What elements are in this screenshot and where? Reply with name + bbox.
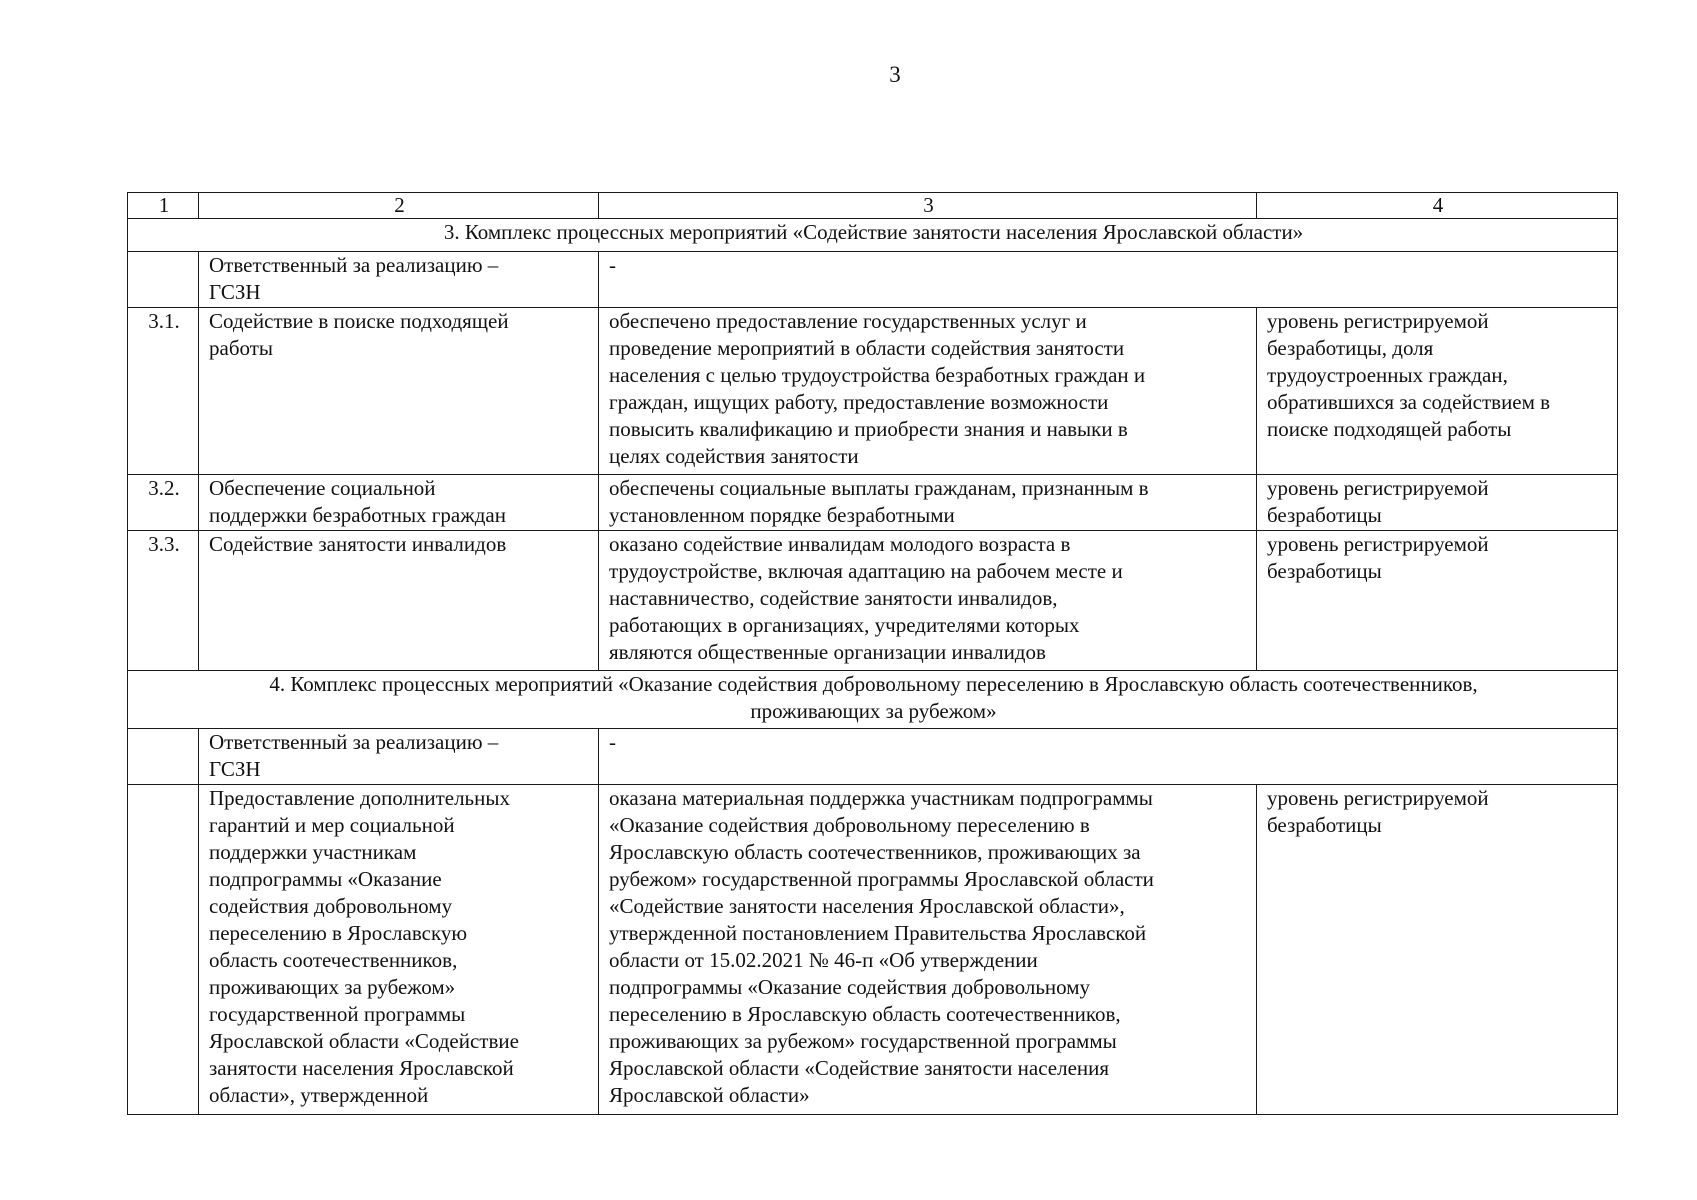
table-row bbox=[128, 531, 1618, 671]
indicator-cell: уровень регистрируемой безработицы bbox=[1257, 785, 1618, 1115]
responsible-label: Ответственный за реализацию – ГСЗН bbox=[199, 729, 599, 785]
task-cell: Предоставление дополнительных гарантий и мер социальной поддержки участникам подпрограммы «Оказание содействия добровольному переселению в Ярославскую область соотечественников, проживающих за рубежом» государственной программы Ярославской области «Содействие занятости населения Ярославской области», утвержденной bbox=[199, 785, 599, 1115]
responsible-value: - bbox=[599, 252, 1618, 308]
indicator-cell: уровень регистрируемой безработицы, доля трудоустроенных граждан, обратившихся за содействием в поиске подходящей работы bbox=[1257, 308, 1618, 475]
column-number-4: 4 bbox=[1257, 193, 1618, 219]
row-number: 3.1. bbox=[128, 308, 199, 475]
result-cell: оказано содействие инвалидам молодого возраста в трудоустройстве, включая адаптацию на рабочем месте и наставничество, содействие занятости инвалидов, работающих в организациях, учредителями которых являются общественные организации инвалидов bbox=[599, 531, 1257, 671]
table-row bbox=[128, 308, 1618, 475]
measures-table bbox=[127, 192, 1618, 1115]
responsible-num-cell bbox=[128, 729, 199, 785]
section-title-row bbox=[128, 671, 1618, 729]
task-cell: Содействие занятости инвалидов bbox=[199, 531, 599, 671]
indicator-cell: уровень регистрируемой безработицы bbox=[1257, 475, 1618, 531]
responsible-row bbox=[128, 729, 1618, 785]
result-cell: оказана материальная поддержка участникам подпрограммы «Оказание содействия добровольному переселению в Ярославскую область соотечественников, проживающих за рубежом» государственной программы Ярославской области «Содействие занятости населения Ярославской области», утвержденной постановлением Правительства Ярославской области от 15.02.2021 № 46-п «Об утверждении подпрограммы «Оказание содействия добровольному переселению в Ярославскую область соотечественников, проживающих за рубежом» государственной программы Ярославской области «Содействие занятости населения Ярославской области» bbox=[599, 785, 1257, 1115]
result-cell: обеспечено предоставление государственных услуг и проведение мероприятий в области содействия занятости населения с целью трудоустройства безработных граждан и граждан, ищущих работу, предоставление возможности повысить квалификацию и приобрести знания и навыки в целях содействия занятости bbox=[599, 308, 1257, 475]
result-cell: обеспечены социальные выплаты гражданам, признанным в установленном порядке безработными bbox=[599, 475, 1257, 531]
table-row bbox=[128, 785, 1618, 1115]
responsible-value: - bbox=[599, 729, 1618, 785]
table-row bbox=[128, 475, 1618, 531]
responsible-row bbox=[128, 252, 1618, 308]
row-number: 3.2. bbox=[128, 475, 199, 531]
page-number: 3 bbox=[889, 62, 901, 87]
section-title-row bbox=[128, 219, 1618, 252]
responsible-num-cell bbox=[128, 252, 199, 308]
column-number-row bbox=[128, 193, 1618, 219]
responsible-label: Ответственный за реализацию – ГСЗН bbox=[199, 252, 599, 308]
column-number-3: 3 bbox=[599, 193, 1257, 219]
row-number: 3.3. bbox=[128, 531, 199, 671]
section-4-title: 4. Комплекс процессных мероприятий «Оказание содействия добровольному переселению в Ярославскую область соотечественников, проживающих за рубежом» bbox=[128, 671, 1618, 729]
column-number-2: 2 bbox=[199, 193, 599, 219]
section-3-title: 3. Комплекс процессных мероприятий «Содействие занятости населения Ярославской области» bbox=[128, 219, 1618, 252]
indicator-cell: уровень регистрируемой безработицы bbox=[1257, 531, 1618, 671]
task-cell: Обеспечение социальной поддержки безработных граждан bbox=[199, 475, 599, 531]
task-cell: Содействие в поиске подходящей работы bbox=[199, 308, 599, 475]
column-number-1: 1 bbox=[128, 193, 199, 219]
row-number bbox=[128, 785, 199, 1115]
